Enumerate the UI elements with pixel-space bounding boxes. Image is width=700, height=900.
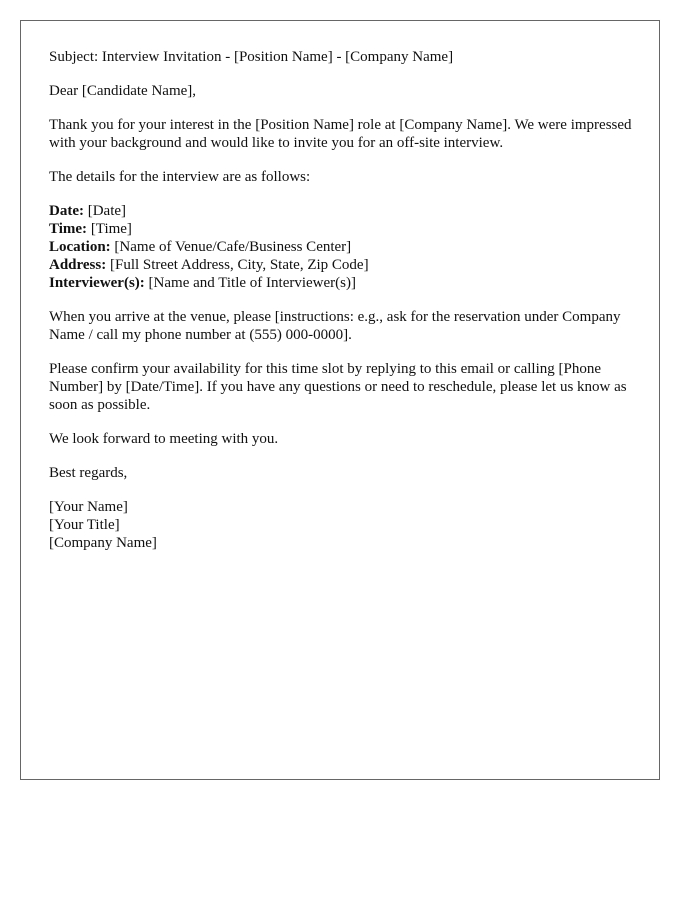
detail-time <box>49 220 639 238</box>
detail-value: [Full Street Address, City, State, Zip Code] <box>106 257 369 273</box>
detail-label: Location: <box>49 239 111 255</box>
confirm-paragraph: Please confirm your availability for this time slot by replying to this email or calling [Phone Number] by [Date/Time]. If you have any questions or need to reschedule, please let us know as soon as possible. <box>49 361 627 413</box>
detail-value: [Date] <box>83 203 127 219</box>
detail-interviewers <box>49 274 639 292</box>
detail-location <box>49 238 639 256</box>
interview-details <box>49 202 639 292</box>
detail-value: [Time] <box>87 221 132 237</box>
detail-label: Address: <box>49 257 107 273</box>
arrival-paragraph: When you arrive at the venue, please [instructions: e.g., ask for the reservation under Company Name / call my phone number at (555) 000-0000]. <box>49 309 621 343</box>
signature-title: [Your Title] <box>49 517 120 533</box>
signature-name: [Your Name] <box>49 499 128 515</box>
detail-address <box>49 256 639 274</box>
sign-off: Best regards, <box>49 465 128 481</box>
detail-value: [Name and Title of Interviewer(s)] <box>144 275 356 291</box>
detail-date <box>49 202 639 220</box>
detail-value: [Name of Venue/Cafe/Business Center] <box>110 239 352 255</box>
details-intro: The details for the interview are as follows: <box>49 169 311 185</box>
detail-label: Interviewer(s): <box>49 275 145 291</box>
closing-line: We look forward to meeting with you. <box>49 431 279 447</box>
signature-block <box>49 498 639 552</box>
letter-frame <box>20 20 660 780</box>
detail-label: Date: <box>49 203 84 219</box>
intro-paragraph: Thank you for your interest in the [Position Name] role at [Company Name]. We were impressed with your background and would like to invite you for an off-site interview. <box>49 117 632 151</box>
signature-company: [Company Name] <box>49 535 157 551</box>
greeting: Dear [Candidate Name], <box>49 83 197 99</box>
letter-body <box>49 48 639 552</box>
subject-line: Subject: Interview Invitation - [Position Name] - [Company Name] <box>49 49 454 65</box>
detail-label: Time: <box>49 221 88 237</box>
